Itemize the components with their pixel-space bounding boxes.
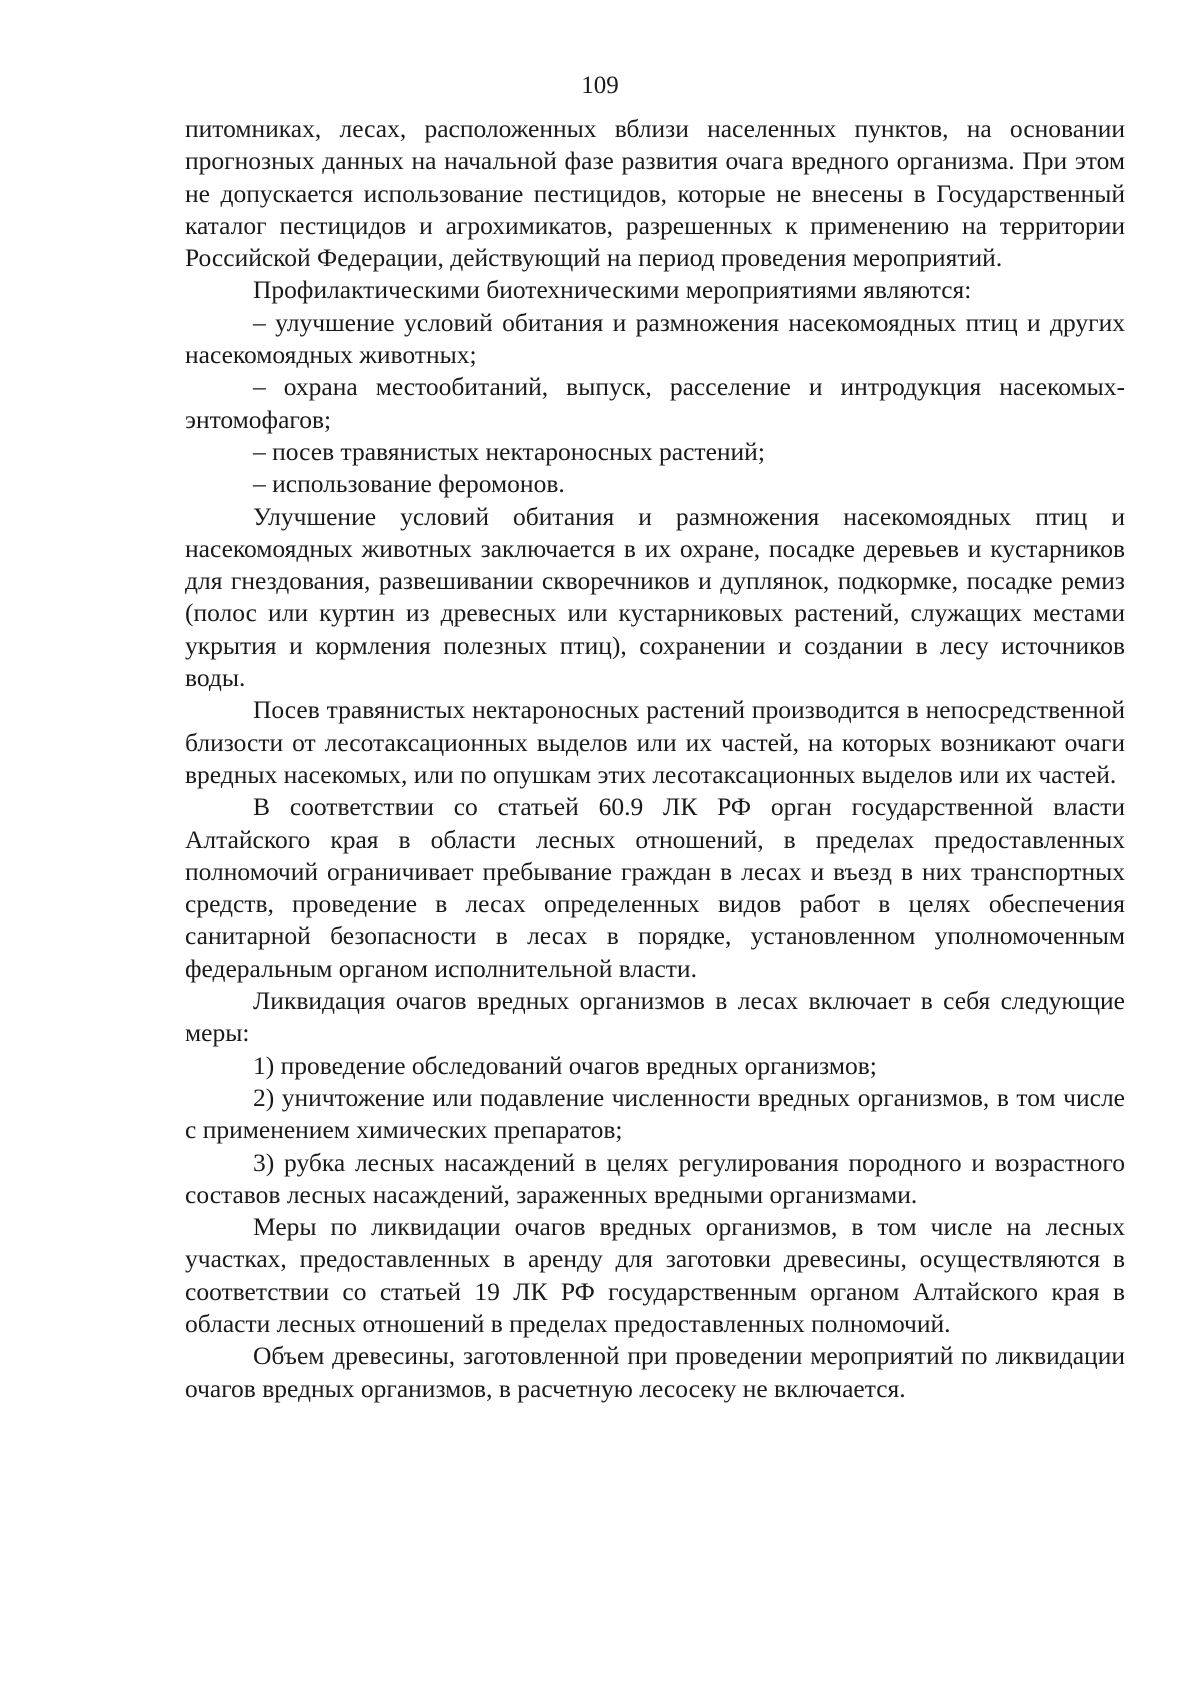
list-item-felling: 3) рубка лесных насаждений в целях регулирования породного и возрастного составов лесных насаждений, зараженных вредными организмами. xyxy=(185,1147,1125,1209)
paragraph-continuation: питомниках, лесах, расположенных вблизи населенных пунктов, на основании прогнозных данных на начальной фазе развития очага вредного организма. При этом не допускается использование пестицидов, которые не внесены в Государственный каталог пестицидов и агрохимикатов, разрешенных к применению на территории Российской Федерации, действующий на период проведения мероприятий. xyxy=(185,114,1125,273)
paragraph-prophylactic-intro: Профилактическими биотехническими мероприятиями являются: xyxy=(253,275,972,305)
paragraph-article-60-9: В соответствии со статьей 60.9 ЛК РФ орган государственной власти Алтайского края в области лесных отношений, в пределах предоставленных полномочий ограничивает пребывание граждан в лесах и въезд в них транспортных средств, проведение в лесах определенных видов работ в целях обеспечения санитарной безопасности в лесах в порядке, установленном уполномоченным федеральным органом исполнительной власти. xyxy=(185,792,1125,983)
paragraph-liquidation-intro: Ликвидация очагов вредных организмов в лесах включает в себя следующие меры: xyxy=(185,986,1125,1048)
paragraph-nectar-plants: Посев травянистых нектароносных растений производится в непосредственной близости от лесотаксационных выделов или их частей, на которых возникают очаги вредных насекомых, или по опушкам этих лесотаксационных выделов или их частей. xyxy=(185,695,1125,789)
paragraph-timber-volume: Объем древесины, заготовленной при проведении мероприятий по ликвидации очагов вредных организмов, в расчетную лесосеку не включается. xyxy=(185,1341,1125,1403)
list-item-pheromones: – использование феромонов. xyxy=(253,469,565,499)
paragraph-liquidation-measures: Меры по ликвидации очагов вредных организмов, в том числе на лесных участках, предоставленных в аренду для заготовки древесины, осуществляются в соответствии со статьей 19 ЛК РФ государственным органом Алтайского края в области лесных отношений в пределах предоставленных полномочий. xyxy=(185,1212,1125,1338)
paragraph-habitat-improvement: Улучшение условий обитания и размножения насекомоядных птиц и насекомоядных животных заключается в их охране, посадке деревьев и кустарников для гнездования, развешивании скворечников и дуплянок, подкормке, посадке ремиз (полос или куртин из древесных или кустарниковых растений, служащих местами укрытия и кормления полезных птиц), сохранении и создании в лесу источников воды. xyxy=(185,501,1125,693)
document-body xyxy=(185,113,1125,1405)
page-number: 109 xyxy=(581,72,619,99)
list-item-suppression: 2) уничтожение или подавление численности вредных организмов, в том числе с применением химических препаратов; xyxy=(185,1082,1125,1145)
list-item-entomophages: – охрана местообитаний, выпуск, расселение и интродукция насекомых-энтомофагов; xyxy=(185,372,1125,434)
list-item-habitat: – улучшение условий обитания и размножения насекомоядных птиц и других насекомоядных животных; xyxy=(185,307,1125,370)
list-item-survey: 1) проведение обследований очагов вредных организмов; xyxy=(253,1050,877,1080)
list-item-sowing: – посев травянистых нектароносных растений; xyxy=(253,436,765,466)
